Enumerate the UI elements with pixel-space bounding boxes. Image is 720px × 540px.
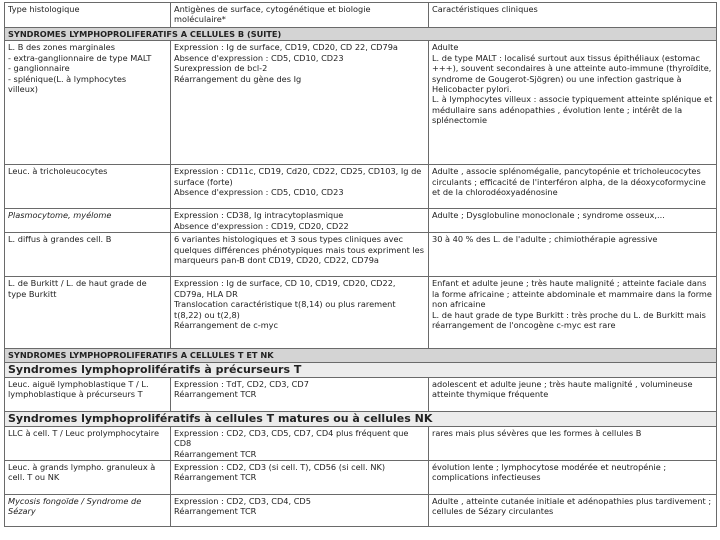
subtype-item: - extra-ganglionnaire de type MALT (8, 52, 152, 63)
subsection-row (5, 411, 717, 426)
table-row (5, 277, 717, 349)
cell-histologic-type: L. diffus à grandes cell. B (5, 233, 171, 277)
section-row (5, 28, 717, 41)
cell-antigens: Expression : CD11c, CD19, Cd20, CD22, CD25, CD103, Ig de surface (forte) Absence d'expression : CD5, CD10, CD23 (171, 165, 429, 209)
table-row (5, 377, 717, 411)
table-row (5, 165, 717, 209)
table-row (5, 494, 717, 526)
document-page (4, 2, 716, 538)
header-antigens: Antigènes de surface, cytogénétique et biologie moléculaire* (171, 3, 429, 28)
subtype-item: - splénique(L. à lymphocytes villeux) (8, 73, 127, 95)
subsection-row (5, 362, 717, 377)
subsection-precursors-t: Syndromes lymphoprolifératifs à précurseurs T (5, 362, 717, 377)
section-b-suite: SYNDROMES LYMPHOPROLIFERATIFS A CELLULES B (SUITE) (5, 28, 717, 41)
cell-histologic-type: Plasmocytome, myélome (5, 209, 171, 233)
table-row (5, 209, 717, 233)
table-row (5, 460, 717, 494)
cell-histologic-type: Leuc. à grands lympho. granuleux à cell. T ou NK (5, 460, 171, 494)
table-row (5, 233, 717, 277)
cell-histologic-type: Leuc. à tricholeucocytes (5, 165, 171, 209)
cell-clinical: évolution lente ; lymphocytose modérée et neutropénie ; complications infectieuses (429, 460, 717, 494)
cell-antigens: Expression : CD2, CD3, CD4, CD5 Réarrangement TCR (171, 494, 429, 526)
table-row (5, 41, 717, 165)
header-row (5, 3, 717, 28)
cell-clinical: adolescent et adulte jeune ; très haute malignité , volumineuse atteinte thymique fréquente (429, 377, 717, 411)
cell-histologic-type: L. de Burkitt / L. de haut grade de type Burkitt (5, 277, 171, 349)
cell-clinical: Adulte L. de type MALT : localisé surtout aux tissus épithéliaux (estomac +++), souvent secondaires à une atteinte auto-immune (thyroïdite, syndrome de Gougerot-Sjögren) ou une infection gastrique à Helicobacter pylori. L. à lymphocytes villeux : associe typiquement atteinte splénique et médullaire sans adénopathies , évolution lente ; intérêt de la splénectomie (429, 41, 717, 165)
cell-histologic-type: Mycosis fongoïde / Syndrome de Sézary (5, 494, 171, 526)
header-histologic-type: Type histologique (5, 3, 171, 28)
cell-antigens: 6 variantes histologiques et 3 sous types cliniques avec quelques différences phénotypiques mais tous expriment les marqueurs pan-B dont CD19, CD20, CD22, CD79a (171, 233, 429, 277)
cell-clinical: Enfant et adulte jeune ; très haute malignité ; atteinte faciale dans la forme africaine ; atteinte abdominale et mammaire dans la forme non africaine L. de haut grade de type Burkitt : très proche du L. de Burkitt mais réarrangement de l'oncogène c-myc est rare (429, 277, 717, 349)
cell-clinical: 30 à 40 % des L. de l'adulte ; chimiothérapie agressive (429, 233, 717, 277)
type-title: L. B des zones marginales (8, 42, 115, 53)
type-subtypes (8, 53, 167, 95)
lymphoma-classification-table (4, 2, 717, 527)
section-row (5, 349, 717, 362)
cell-antigens: Expression : CD38, Ig intracytoplasmique Absence d'expression : CD19, CD20, CD22 (171, 209, 429, 233)
cell-antigens: Expression : TdT, CD2, CD3, CD7 Réarrangement TCR (171, 377, 429, 411)
cell-clinical: rares mais plus sévères que les formes à cellules B (429, 426, 717, 460)
cell-clinical: Adulte , associe splénomégalie, pancytopénie et tricholeucocytes circulants ; efficacité de l'interféron alpha, de la déoxycoformycine et de la chlorodéoxyadénosine (429, 165, 717, 209)
cell-antigens: Expression : CD2, CD3 (si cell. T), CD56 (si cell. NK) Réarrangement TCR (171, 460, 429, 494)
header-clinical: Caractéristiques cliniques (429, 3, 717, 28)
cell-histologic-type (5, 41, 171, 165)
subsection-mature-t-nk: Syndromes lymphoprolifératifs à cellules T matures ou à cellules NK (5, 411, 717, 426)
cell-clinical: Adulte ; Dysglobuline monoclonale ; syndrome osseux,... (429, 209, 717, 233)
cell-histologic-type: Leuc. aiguë lymphoblastique T / L. lymphoblastique à précurseurs T (5, 377, 171, 411)
cell-antigens: Expression : CD2, CD3, CD5, CD7, CD4 plus fréquent que CD8 Réarrangement TCR (171, 426, 429, 460)
cell-antigens: Expression : Ig de surface, CD 10, CD19, CD20, CD22, CD79a, HLA DR Translocation caractéristique t(8,14) ou plus rarement t(8,22) ou t(2,8) Réarrangement de c-myc (171, 277, 429, 349)
section-t-nk: SYNDROMES LYMPHOPROLIFERATIFS A CELLULES T ET NK (5, 349, 717, 362)
table-row (5, 426, 717, 460)
cell-antigens: Expression : Ig de surface, CD19, CD20, CD 22, CD79a Absence d'expression : CD5, CD10, CD23 Surexpression de bcl-2 Réarrangement du gène des Ig (171, 41, 429, 165)
subtype-item: - ganglionnaire (8, 63, 70, 74)
cell-clinical: Adulte , atteinte cutanée initiale et adénopathies plus tardivement ; cellules de Sézary circulantes (429, 494, 717, 526)
cell-histologic-type: LLC à cell. T / Leuc prolymphocytaire (5, 426, 171, 460)
